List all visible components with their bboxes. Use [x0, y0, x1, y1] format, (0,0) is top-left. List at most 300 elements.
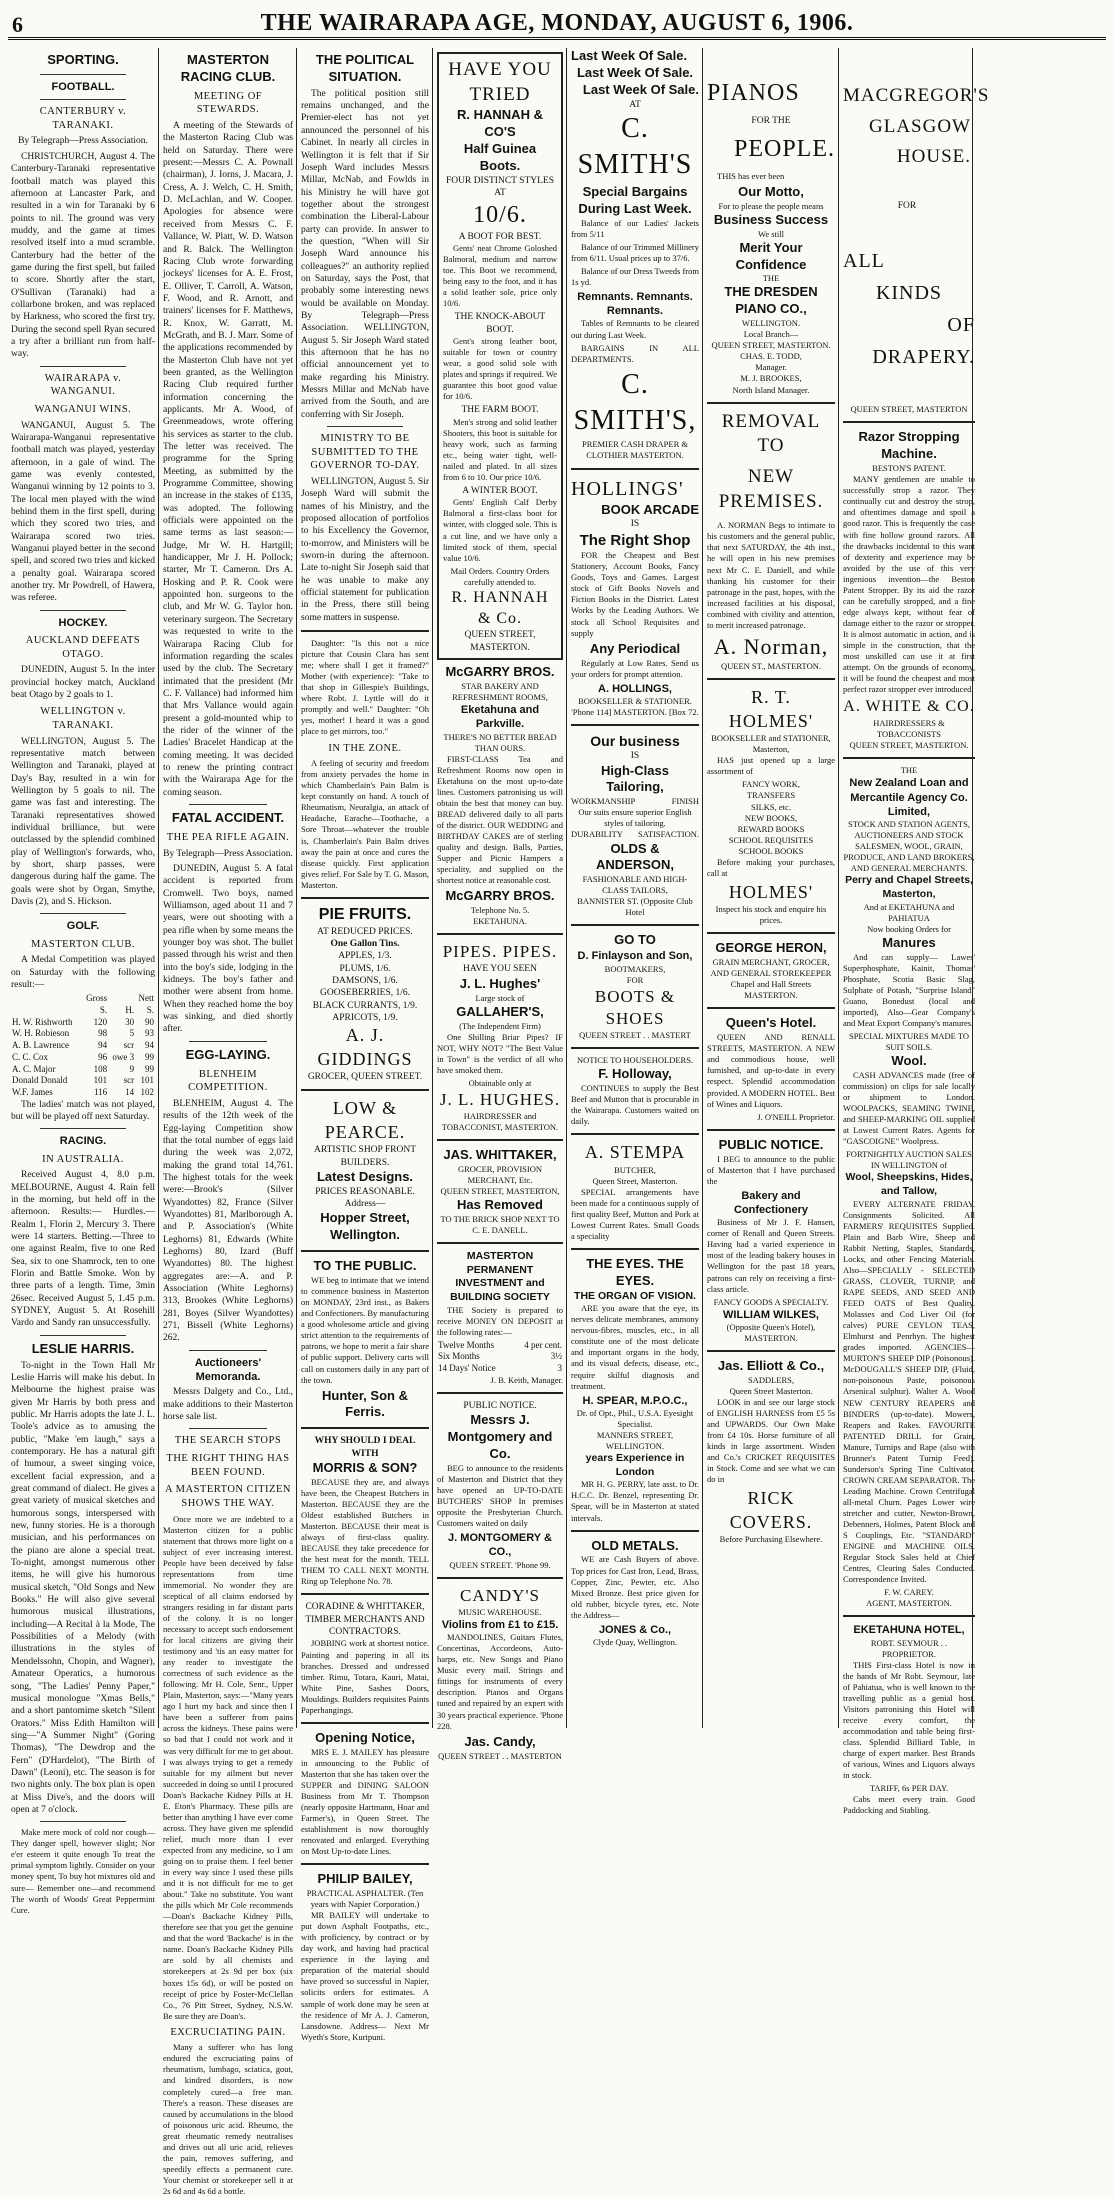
ad-item: APRICOTS, 1/9. [332, 1012, 398, 1023]
table-row [11, 1028, 155, 1040]
ad-title: J. MONTGOMERY & CO., [448, 1532, 552, 1559]
ad-text: QUEEN STREET . . MASTERT [579, 1029, 691, 1040]
headline: Auctioneers' Memoranda. [194, 1356, 262, 1383]
table-cell: 120 [93, 1016, 108, 1027]
ad-title: GEORGE HERON, [715, 940, 827, 956]
ad-text: SADDLERS, [747, 1374, 795, 1385]
column-rule [296, 48, 297, 1728]
ad-text: QUEEN STREET . . MASTERTON [438, 1750, 562, 1761]
ad-title: F. Holloway, [598, 1066, 672, 1082]
ad-text: THERE'S NO BETTER BREAD THAN OURS. [443, 731, 557, 753]
table-cell: Twelve Months [438, 1339, 495, 1350]
table-cell: 14 Days' Notice [438, 1363, 496, 1374]
table-row [11, 1017, 155, 1029]
table-cell: 116 [93, 1086, 108, 1097]
table-row [437, 1363, 563, 1375]
ad-title: C. SMITH'S [577, 113, 693, 181]
ad-text: Balance of our Trimmed Millinery from 6/11. Usual prices up to 37/6. [571, 241, 699, 263]
ad-item: TRANSFERS [746, 790, 796, 801]
ad-title: PHILIP BAILEY, [317, 1871, 413, 1887]
ad-text: One Shilling Briar Pipes? IF NOT, WHY NOT? "The Best Value in Town" is the verdict of all who have smoked them. [437, 1031, 563, 1075]
article-text: A Medal Competition was played on Saturday with the following result:— [11, 955, 155, 991]
ad-text: MANNERS STREET, WELLINGTON. [596, 1430, 674, 1452]
ad-label: SATISFACTION. [637, 829, 699, 840]
ad-title: A. Norman, [713, 633, 829, 659]
ad-text: THIS First-class Hotel is now in the hands of Mr Robt. Seymour, late of Pahiatua, who is well known to the travelling public as a genial host. Visitors patronising this Hotel will receive every comfort, the accommodation and table being first-class. Splendid Billiard Table, in charge of expert marker. Best Brands of various, Wines and Liquors always in stock. [843, 1659, 975, 1781]
table-cell: owe 3 [112, 1051, 135, 1062]
table-cell: Six Months [438, 1351, 480, 1362]
ad-text: QUEEN STREET, MASTERTON, [440, 1185, 560, 1196]
ad-text: GRAIN MERCHANT, GROCER, AND GENERAL STOREKEEPER Chapel and Hall Streets MASTERTON. [710, 957, 832, 1001]
ad-title: OLD METALS. [591, 1537, 679, 1553]
ad-text: FOR [897, 201, 917, 212]
ad-title: R. HANNAH & CO'S [457, 107, 543, 140]
ad-title: Bakery and Confectionery [734, 1189, 808, 1216]
ad-row [571, 829, 699, 840]
ad-title: Hunter, Son & Ferris. [322, 1387, 408, 1420]
headline: WELLINGTON v. TARANAKI. [40, 706, 126, 731]
ad-text: THE Society is prepared to receive MONEY ON DEPOSIT at the following rates:— [437, 1304, 563, 1337]
ad-block-drapery [843, 248, 975, 1816]
ad-title: GALLAHER'S, [456, 1003, 544, 1019]
ad-text: A BOOT FOR BEST. [458, 231, 542, 242]
ad-title: A. J. GIDDINGS [317, 1025, 413, 1069]
table-cell: 96 [98, 1051, 108, 1062]
ad-title: THE EYES. THE EYES. [586, 1255, 684, 1288]
ad-text: Before Purchasing Elsewhere. [719, 1534, 823, 1545]
ad-text: FOR [626, 974, 644, 985]
ad-text: PRACTICAL ASPHALTER. (Ten years with Napier Corporation.) [306, 1888, 424, 1910]
table-cell: 99 [145, 1051, 154, 1062]
advertisement-hannah [437, 52, 563, 660]
ad-price: 10/6. [473, 201, 527, 228]
ad-title: DRAPERY. [872, 346, 975, 369]
ad-text: BUTCHER, [614, 1164, 656, 1175]
article-text: Many a sufferer who has long endured the excruciating pains of rheumatism, lumbago, sciatica, gout, and kindred disorders, is now completely cured—a free man. There's a reason. These diseases are caused by accumulations in the blood of poisonous uric acid. Rheumo, the great rheumatic remedy neutralises and drives out all uric acid, relieves the pain, removes suffering, and speedily effects a permanent cure. Your chemist or storekeeper sell it at 2s 6d and 4s 6d a bottle. [163, 2042, 293, 2196]
ad-text: TARIFF, 6s PER DAY. [869, 1783, 949, 1794]
ad-text: IS [630, 519, 640, 530]
ad-text: Queen Street, Masterton. [592, 1175, 678, 1186]
ad-text: HAIRDRESSER and TOBACCONIST, MASTERTON. [441, 1110, 559, 1132]
ad-text: WELLINGTON. [741, 318, 801, 329]
table-row [11, 1075, 155, 1087]
sub-heading: FOOTBALL. [51, 80, 115, 93]
table-cell: 3½ [550, 1351, 562, 1362]
ad-title: KINDS [875, 282, 943, 305]
ad-text: Address— [344, 1199, 386, 1210]
ad-text: North Island Manager. [732, 384, 810, 395]
ad-row [571, 796, 699, 807]
ad-text: Latest Designs. [316, 1168, 414, 1184]
ad-title: D. Finlayson and Son, [577, 950, 693, 963]
table-cell: 101 [140, 1075, 154, 1086]
ad-text: ARE you aware that the eye, its nerves delicate membranes, ammony nervous-fibres, muscles, etc., in all constitute one of the most delicate and important organs in the body, and its visual defects, disease, etc., require skilful diagnosis and treatment. [571, 1303, 699, 1391]
ad-text: FASHIONABLE AND HIGH-CLASS TAILORS, [582, 874, 688, 896]
verse-text: Make mere mock of cold nor cough— They danger spell, however slight; Nor e'er esteem it quite enough To treat the primal symptom lightly. Consider on your money spent, To buy hot mixtures old and sure— Remember one—and recommend The worth of Woods' Great Peppermint Cure. [11, 1827, 155, 1915]
ad-text: M. J. BROOKES, [740, 373, 802, 384]
ad-title: Violins from £1 to £15. [441, 1618, 559, 1631]
table-row [437, 1351, 563, 1363]
ad-text: Regularly at Low Rates. Send us your orders for prompt attention. [571, 657, 699, 679]
ad-text: AT REDUCED PRICES. [317, 926, 413, 937]
ad-title: HOLLINGS' [571, 477, 684, 500]
ad-title: Merit Your Confidence [735, 239, 807, 272]
ad-title: Has Removed [457, 1197, 543, 1213]
table-row [11, 1087, 155, 1099]
ad-text: Hopper Street, Wellington. [320, 1210, 410, 1243]
ad-text: CASH ADVANCES made (free of commission) on clips for sale locally or shipment to London. WOOLPACKS, SEAMING TWINE, and SHEEP-MARKING OIL supplied at Lowest Current Rates. Agents for "GASCOIGNE" Woolpress. [843, 1069, 975, 1147]
ad-text: Masterton, [752, 744, 790, 755]
table-header [11, 993, 82, 1005]
ad-title: PIPES. PIPES. [442, 942, 558, 962]
ad-item: NEW BOOKS, [744, 812, 798, 823]
ad-title: New Zealand Loan and Mercantile Agency Co. Limited, [849, 777, 969, 818]
ad-text: QUEEN STREET, MASTERTON. [464, 630, 536, 653]
ad-text: SPECIAL MIXTURES MADE TO SUIT SOILS. [848, 1030, 970, 1053]
ad-column-inner [843, 48, 990, 242]
ad-title: A. WHITE & CO. [843, 698, 975, 716]
headline: LESLIE HARRIS. [31, 1340, 135, 1356]
ad-title: CANDY'S [460, 1585, 540, 1605]
ad-title: Special Bargains During Last Week. [578, 183, 692, 216]
table-cell: scr [123, 1040, 135, 1051]
column-politics-ads [298, 48, 432, 2042]
article-text: Received August 4, 8.0 p.m. MELBOURNE, August 4. Rain fell in the morning, but held off in the afternoon. Results:— Hurdles.—Realm 1, Florin 2, Mercury 3. There were 14 starters. Betting.—Three to one against Realm, five to one Red Sea, six to one Shamrock, ten to one Florin and Battle Smoke. Won by three parts of a length. Time, 3min 26sec. Received August 5, 1.45 p.m. SYDNEY, August 5. At Rosehill Vardo and Sandy ran unsuccessfully. [11, 1170, 155, 1329]
ad-item: GOOSEBERRIES, 1/6. [320, 988, 410, 999]
ad-text: I BEG to announce to the public of Masterton that I have purchased the [707, 1153, 835, 1186]
table-cell: W.F. James [12, 1086, 53, 1097]
ad-title: THE ORGAN OF VISION. [574, 1289, 696, 1302]
article-text: BLENHEIM, August 4. The results of the 12th week of the Egg-laying Competition show that the total number of eggs laid during the week was 2,072, making the grand total 14,761. The highest totals for the week were:—Brook's (Silver Wyandottes) 82, France (Silver Wyandottes) 81, Marlborough A. and P. Association's (White Leghorns) 81, Edwards (White Leghorns) 80, Izard (Buff Wyandottes) 80. The highest aggregates are:—A. and P. Association (White Leghorns) 313, Brookes (White Leghorns) 281, Boyes (Silver Wyandottes) 271, Bissell (White Leghorns) 262. [163, 1098, 293, 1344]
column-ads-6 [704, 48, 838, 1728]
ad-text: AGENT, MASTERTON. [866, 1598, 952, 1609]
ad-text: Men's strong and solid leather Shooters, this boot is suitable for heavy work, such as farming etc., being water tight, well-nailed and plated. In all sizes from 6 to 10. Our price 10/6. [443, 416, 557, 482]
section-heading: SPORTING. [47, 52, 119, 67]
ad-text: MANY gentlemen are unable to successfully strop a razor. They continually cut and destroy the strop, and oftentimes damage and spoil a good razor. This is frequently the case with fine hollow ground razors. All the drawbacks incidental to this want of dexterity and experience may be avoided by the use of this very ingenious invention—the Beston Patent Stropper. By its aid the razor can be carefully stropped, and a fine edge always kept, without fear of damage either to the razor or stropper. It is almost automatic in action, and is simple in the construction, that the most unskilled can use it at first attempt. On the grounds of economy, it will be found the cheapest and most perfect razor stropper ever introduced. [843, 474, 975, 695]
table-cell: 30 [125, 1016, 135, 1027]
rates-table [437, 1340, 563, 1375]
table-header: Nett [138, 993, 154, 1004]
ad-text: A. NORMAN Begs to intimate to his customers and the general public, that next SATURDAY, the 4th inst., he will open in his new premises next Mr C. E. Daniell, and while thanking his customer for their patronage in the past, hopes, with the increased facilities at his disposal, combined with civility and attention, to merit increased patronage. [707, 520, 835, 630]
ad-text: ARTISTIC SHOP FRONT BUILDERS. [313, 1145, 416, 1168]
ad-item: BLACK CURRANTS, 1/9. [312, 1000, 418, 1011]
ad-title: THE DRESDEN PIANO CO., [724, 284, 818, 317]
headline: THE SEARCH STOPS [174, 1435, 282, 1447]
table-cell: H. W. Rishworth [12, 1016, 73, 1027]
article-text: A meeting of the Stewards of the Masterton Racing Club was held on Saturday. There were present:—Messrs C. A. Pownall (chairman), J. Iorns, J. Macara, J. Cress, A. J. Welch, C. H. Smith, D. McLachlan, and W. Cooper. Apologies for absence were received from Messrs C. F. Vallance, W. Platt, W. D. Watson and R. Balck. The Wellington Racing Club wrote forwarding jockeys' licenses for A. E. Frost, E. Olliver, T. Carroll, A. Watson, F. Wood, and R. Arnott, and trainers' licenses for F. Matthews, R. Knox, W. Garratt, M. McGrath, and B. J. Marr. Some of the applications recommended by the Masterton Club have not yet been granted, as the Wellington Racing Club required further information concerning the applicants. Mr A. Wood, of Greenmeadows, wrote offering his services as starter to the club. The letter was received. The programme for the Spring Meeting, as submitted by the Programme Committee, showing an increase in the stakes of £135, was adopted. The following officials were appointed on the same terms as last season:—Judge, Mr W. H. Hartgill; handicapper, Mr J. H. Pollock; starter, Mr T. Cameron. Drs A. Hosking and P. R. Cook were appointed hon. surgeons to the club, and Mr W. G. Taylor hon. veterinary surgeon. The Secretary was requested to write to the Wairarapa Racing Club for information regarding the scales used by the club. The Secretary intimated that the president (Mr C. F. Vallance) had informed him that Mrs Vallance would again present a gold-mounted whip to the rider of the winner of the Ladies' Bracelet Handicap at the coming meeting. It was decided to renew the printing contract with the Wairarapa Age for the coming season. [163, 121, 293, 798]
ad-text: Eketahuna and Parkville. [460, 704, 540, 731]
ad-title: PEOPLE. [733, 135, 835, 162]
headline: EGG-LAYING. [185, 1046, 271, 1062]
ad-text: EKETAHUNA. [473, 916, 527, 927]
ad-text: PRICES REASONABLE. [315, 1186, 415, 1197]
ad-text: IS [630, 751, 640, 762]
article-text: Once more we are indebted to a Masterton citizen for a public statement that throws more light on a subject of ever increasing interest. People have been deceived by false representations from time immemorial. No wonder they are sceptical of all claims endorsed by strangers residing in far distant parts of the colony. It is no longer necessary to accept such endorsement for local citizens are giving their testimony and 'tis an easy matter for any reader to investigate the correctness of such evidence as the following. Mr H. Cole, Senr., Upper Plain, Masterton, says:—"Many years ago I hurt my back and since then I have been a sufferer from pains across the kidneys. These pains were so bad that I could not work and it was very difficult for me to get about. I was always trying to get a remedy suitable for my ailment but never succeeded in doing so until I procured Doan's Backache Kidney Pills at H. E. Eton's Pharmacy. These pills are better than anything I have ever come across. They have given me splendid relief, much more than I ever expected from any medicine, so I am going on to praise them. I feel better in every way since I used these pills and it is not difficult for me to get about." Take no substitute. You want the pills which Mr Cole recommends—Doan's Backache Kidney Pills, therefore see that you get the genuine and that the word 'Backache' is in the name. Doan's Backache Kidney Pills are sold by all chemists and storekeepers at 2s 9d per box (six boxes 15s 6d), or will be posted on receipt of price by Foster-McClellan Co., 76 Pitt Street, Sydney, N.S.W. Be sure they are Doan's. [163, 1513, 293, 2021]
ad-text: GROCER, PROVISION MERCHANT, Etc. [457, 1163, 543, 1185]
ad-title: Our business [590, 733, 680, 749]
column-rule [432, 48, 433, 1728]
article-text: WELLINGTON, August 5. The representative match between Wellington and Taranaki, played at Day's Bay, resulted in a win for Wellington by 5 goals to nil. The game was fast and interesting. The Taranaki representatives showed individual brilliance, but were outclassed by the splendid combined play of Wellington's forwards, who, by short, sharp passes, were dangerous during half the game. The goals were shot by Organ, Smythe, Davis (2), and S. Hickson. [11, 736, 155, 908]
article-text: WELLINGTON, August 5. Sir Joseph Ward will submit the names of his Ministry, and the proposed allocation of portfolios to his Excellency the Governor, to-morrow, and Ministers will be sworn-in during the afternoon. Late to-night Sir Joseph said that he was unable to make any official statement for publication in the Press, there still being some matters in suspense. [301, 476, 429, 623]
ad-text: Now booking Orders for [867, 923, 951, 934]
ad-title: Any Periodical [589, 640, 681, 656]
ad-text: CONTINUES to supply the Best Beef and Mutton that is procurable in the Wairarapa. Customers waited on daily. [571, 1082, 699, 1127]
table-row [11, 1040, 155, 1052]
sub-headline: MEETING OF STEWARDS. [193, 90, 263, 116]
ad-text: ROBT. SEYMOUR . . PROPRIETOR. [870, 1637, 948, 1659]
ad-text: FORTNIGHTLY AUCTION SALES IN WELLINGTON of [846, 1149, 972, 1171]
ad-title: Jas. Elliott & Co., [717, 1358, 825, 1374]
table-cell: H. [125, 1005, 135, 1016]
table-cell: C. C. Cox [12, 1051, 49, 1062]
ad-title: R. T. HOLMES' [728, 687, 814, 731]
ad-title: MASTERTON PERMANENT INVESTMENT and BUILDING SOCIETY [450, 1250, 550, 1303]
ad-text: BARGAINS IN ALL DEPARTMENTS. [571, 342, 699, 364]
ad-title: Last Week Of Sale. [576, 64, 694, 80]
ad-title: LOW & PEARCE. [324, 1098, 406, 1142]
ad-title: High-Class Tailoring, [601, 762, 669, 795]
column-ads-7 [840, 48, 1106, 1816]
ad-text: MR BAILEY will undertake to put down Asphalt Footpaths, etc., with proficiency, by contract or by day work, and having had practical experience in the laying and preparation of the material should have proved so successful in Napier, solicits orders for estimates. A sample of work done may be seen at the residence of Mr A. J. Cameron, Lansdowne. Address— Next Mr Wyeth's Store, Kuripuni. [301, 1910, 429, 2042]
table-cell: W. H. Robieson [12, 1028, 70, 1039]
table-cell: 108 [93, 1063, 108, 1074]
ad-title: Jas. Candy, [464, 1733, 536, 1749]
ad-row [843, 48, 1103, 242]
ad-title: OLDS & ANDERSON, [595, 840, 674, 873]
ad-item: APPLES, 1/3. [338, 951, 392, 962]
ad-text: WE are Cash Buyers of above. Top prices for Cast Iron, Lead, Brass, Copper, Zinc, Pewter, etc. Also Mixed Bronze. Best price given for old rubber, bicycle tyres, etc. Note the Address— [571, 1554, 699, 1620]
headline: EXCRUCIATING PAIN. [170, 2026, 286, 2038]
ad-item: PLUMS, 1/6. [339, 963, 391, 974]
ad-text: FOUR DISTINCT STYLES AT [445, 175, 555, 199]
ad-column-inner [975, 48, 1103, 242]
ad-text: LOOK in and see our large stock of ENGLISH HARNESS from £5 5s and UPWARDS. Our Own Make from £4 10s. Horse furniture of all kinds in large assortment. Wisden and Co.'s CRICKET REQUISITES in Stock. Come and see what we can do in [707, 1397, 835, 1485]
ad-text: Gents' neat Chrome Goloshed Balmoral, medium and narrow toe. This Boot we recommend, being easy to the foot, and it has a solid leather sole, price only 10/6. [443, 243, 557, 309]
ad-title: Wool. [891, 1053, 927, 1069]
ad-title: REMOVAL TO [721, 410, 821, 457]
ad-text: Gents' English Calf Derby Balmoral a first-class boot for winter, with clogged sole. This is a cut line, and we have only a limited stock of them, special value 10/6. [443, 497, 557, 563]
ad-text: For to please the people means [718, 200, 824, 211]
ad-text: MUSIC WAREHOUSE. [458, 1606, 542, 1617]
ad-text: WE beg to intimate that we intend to commence business in Masterton on MONDAY, 23rd inst., as Bakers and Confectioners. By manufacturing a good wholesome article and giving strict attention to the requirements of patrons, we hope to merit a fair share of public support. Delivery carts will call on customers daily in any part of the town. [301, 1275, 429, 1385]
ad-title: Wool, Sheepskins, Hides, and Tallow, [845, 1171, 973, 1198]
ad-text: THE [900, 765, 918, 776]
column-rule [702, 48, 703, 1728]
ad-text: Tables of Remnants to be cleared out during Last Week. [571, 318, 699, 340]
ad-title: J. L. Hughes' [459, 975, 541, 991]
ad-label: DURABILITY [571, 829, 623, 840]
column-sporting [8, 48, 158, 1915]
table-cell: S. [146, 1005, 154, 1016]
ad-text: Before making your purchases, call at [707, 856, 835, 878]
ad-text: THE KNOCK-ABOUT BOOT. [454, 312, 546, 335]
ad-text: HAVE YOU SEEN [463, 964, 537, 975]
table-header: Gross [86, 993, 108, 1004]
column-rule [566, 48, 567, 1728]
table-cell: 9 [129, 1063, 135, 1074]
column-ads-4 [434, 48, 566, 1761]
table-cell: 4 per cent. [524, 1339, 562, 1350]
ad-title: BOOTS & SHOES [594, 986, 676, 1028]
ad-text: BOOTMAKERS, [604, 963, 666, 974]
headline: FATAL ACCIDENT. [171, 809, 285, 825]
ad-title: Half Guinea Boots. [463, 141, 537, 174]
ad-title: NEW PREMISES. [718, 465, 824, 512]
ad-text: AT [629, 99, 641, 110]
table-cell: 93 [145, 1028, 154, 1039]
ad-title: A. STEMPA [584, 1142, 686, 1163]
ad-title: Queen's Hotel. [725, 1015, 817, 1031]
table-cell [11, 1005, 82, 1017]
table-cell: 5 [129, 1028, 135, 1039]
headline: CANTERBURY v. TARANAKI. [39, 106, 127, 131]
dateline: By Telegraph—Press Association. [163, 848, 293, 859]
table-cell: 90 [145, 1016, 154, 1027]
ad-title: C. SMITH'S, [573, 368, 697, 437]
article-text: The political position still remains unchanged, and the Premier-elect has not yet announced the personnel of his Cabinet. In nearly all circles in Wellington it is felt that if Sir Joseph Ward includes Messrs Millar, McNab, and Fowlds in his Ministry he will have got together about the strongest combination the Liberal-Labour party can provide. In answer to the question, "When will Sir Joseph Ward announce his colleagues?" an authority replied on Saturday, says the Post, that probably some interesting news would be available on Monday. By Telegraph—Press Association. WELLINGTON, August 5. Sir Joseph Ward stated this afternoon that he has no official announcement yet to make regarding his Ministry. Messrs Millar and McNab have arrived from the South, and are conferring with Sir Joseph. [301, 88, 429, 420]
ad-title: R. HANNAH & Co. [451, 588, 549, 627]
page-number: 6 [12, 12, 23, 37]
ad-text: Local Branch— [743, 329, 799, 340]
ad-text: F. W. CAREY. [884, 1587, 934, 1598]
ad-text: Clyde Quay, Wellington. [592, 1637, 678, 1648]
ad-title: A. HOLLINGS, [598, 682, 672, 695]
table-row [437, 1340, 563, 1352]
ad-text: BECAUSE they are, and always have been, the Cheapest Butchers in Masterton. BECAUSE they are the Oldest established Butchers in Masterton. BECAUSE their meat is always of first-class quality. BECAUSE they take precedence for the best meat for the month. TELL THEM TO CALL NEXT MONTH. Ring up Telephone No. 78. [301, 1476, 429, 1587]
ad-text: Inspect his stock and enquire his prices. [715, 904, 827, 926]
ad-text: J. O'NEILL Proprietor. [757, 1111, 835, 1122]
ad-title: WILLIAM WILKES, [723, 1308, 819, 1321]
ad-text: WHY SHOULD I DEAL WITH [314, 1436, 416, 1459]
masthead [8, 10, 1106, 40]
article-text: DUNEDIN, August 5. In the inter provincial hockey match, Auckland beat Otago by 2 goals to 1. [11, 665, 155, 700]
ad-title: Opening Notice, [315, 1729, 415, 1745]
ad-text: CHAS. E. TODD, [740, 351, 802, 362]
ad-text: Large stock of [475, 992, 525, 1003]
article-text: WANGANUI, August 5. The Wairarapa-Wanganui representative football match was played, yesterday afternoon, in a gale of wind. The game was evenly contested, Wanganui winning by 12 points to 3. The local men played with the wind behind them in the first spell, during which they scored two tries, and Wairarapa scored two tries. Wanganui played better in the second spell, and scored two tries and kicked a penalty goal. Wairarapa scored another try. Mr Powdrell, of Hawera, was referee. [11, 420, 155, 604]
ad-text: We still [758, 228, 784, 239]
masthead-title: THE WAIRARAPA AGE, MONDAY, AUGUST 6, 1906. [260, 10, 854, 36]
ad-text: Manager. [755, 362, 787, 373]
ad-item: REWARD BOOKS [737, 823, 805, 834]
ad-label: WORKMANSHIP [571, 796, 636, 807]
ad-title: Messrs J. Montgomery and Co. [447, 1412, 553, 1461]
article-text: The ladies' match was not played, but will be played off next Saturday. [11, 1099, 155, 1122]
ad-title: Business Success [713, 211, 829, 227]
headline: THE RIGHT THING HAS BEEN FOUND. [166, 1452, 290, 1478]
ad-title: Razor Stropping Machine. [858, 429, 960, 462]
ad-text: J. B. Keith, Manager. [490, 1374, 563, 1385]
ad-text: EVERY ALTERNATE FRIDAY. Consignments Solicited. All FARMERS' REQUISITES Supplied. Plain and Barb Wire, Sheep and Rabbit Netting, Staples, Standards, Locks, and other Fencing Materials. Also—SPECIALLY - SELECTED GRASS, CLOVER, TURNIP, and RAPE SEEDS, AND SEED AND FEED OATS of Best Quality. Molasses and Cod Liver Oil (for calves) PURE CEYLON TEAS, Elmhurst and Penrhyn. The highest grades imported. AGENCIES— MURTON'S SHEEP DIP (Poisonous). McDOUGALL'S SHEEP DIP, (Fluid, non-poisonous Paste, poisonous Arsenical sulphur). Walter A. Wood NEW CENTURY REAPERS and BINDERS (up-to-date). Mowers, Reapers and Rakes. FAVOURITE PATENTED DRILL for Grain, Manure, Turnips and Rape (also with Brunner's Patent Turnip Feed). Sunderson's Spring Tine Cultivator. CROWN CREAM SEPARATOR. The Leading Machine. Crown Centrifugal all-metal Churn. Pages Lower wire stretcher and cutter, Newton-Brown, Debenners, Holmes, Patent Block and S Couplings, Etc. "STANDARD" ENGINE and MACHINE OILS. Regular Stock Sales held at Chief Centres, Clearing Sales Conducted. Correspondence Invited. [843, 1198, 975, 1585]
ad-text: Our suits ensure superior English styles of tailoring. [578, 807, 692, 829]
ad-text: TO THE BRICK SHOP NEXT TO C. E. DANELL. [440, 1213, 560, 1235]
ad-text: BESTON'S PATENT. [872, 463, 946, 474]
ad-title: CORADINE & WHITTAKER, TIMBER MERCHANTS AND CONTRACTORS. [305, 1602, 425, 1638]
headline: IN THE ZONE. [328, 742, 402, 754]
headline: THE POLITICAL SITUATION. [315, 52, 415, 84]
ad-text: THE FARM BOOT. [461, 405, 539, 416]
ad-text: HAIRDRESSERS & TOBACCONISTS [873, 718, 945, 740]
table-cell: S. [99, 1005, 108, 1016]
ad-text: HAS just opened up a large assortment of [707, 755, 835, 777]
ad-item: SILKS, etc. [751, 801, 791, 812]
table-cell: A. B. Lawrence [12, 1040, 69, 1051]
ad-text: SPECIAL arrangements have been made for a continuous supply of first quality Beef, Mutton and Pork at Lowest Current Rates. Small Goods a speciality [571, 1186, 699, 1241]
headline: IN AUSTRALIA. [42, 1153, 124, 1165]
ad-item: SCHOOL BOOKS [738, 845, 804, 856]
ad-title: OF [947, 314, 975, 337]
ad-text: Obtainable only at [468, 1077, 532, 1088]
ad-title: BOOK ARCADE [601, 501, 699, 517]
ad-text: MR H. G. PERRY, late asst. to Dr. H.C.C. Dr. Benzel, representing Dr. Spear, will be in Masterton at stated intervals. [571, 1479, 699, 1523]
ad-text: PREMIER CASH DRAPER & CLOTHIER MASTERTON. [581, 439, 689, 461]
ad-title: McGARRY BROS. [445, 888, 555, 904]
ad-title: Perry and Chapel Streets, Masterton, [845, 874, 973, 900]
ad-title: Manures [882, 934, 936, 950]
ad-text: Business of Mr J. F. Hansen, corner of Renall and Queen Streets. Having had a varied experience in most of the leading bakery houses in Wellington for the past 18 years, patrons can rely on receiving a first-class article. [707, 1217, 835, 1294]
ad-title: Last Week Of Sale. [571, 48, 688, 63]
table-cell: 94 [98, 1040, 108, 1051]
ad-title: TO THE PUBLIC. [313, 1258, 417, 1274]
table-cell: 99 [145, 1063, 154, 1074]
sub-headline: THE PEA RIFLE AGAIN. [166, 831, 290, 843]
table-row [11, 1064, 155, 1076]
ad-title: Remnants. Remnants. Remnants. [577, 290, 693, 318]
ad-title: MACGREGOR'S [843, 85, 990, 106]
ad-text: Balance of our Ladies' Jackets from 5/11 [571, 217, 699, 239]
ad-title: H. SPEAR, M.P.O.C., [582, 1394, 688, 1407]
table-cell: 102 [140, 1086, 154, 1097]
ad-title: Our Motto, [738, 183, 804, 199]
ad-title: J. L. HUGHES. [439, 1089, 561, 1109]
column-rule [158, 48, 159, 1728]
ad-label: FINISH [671, 796, 699, 807]
article-text: To-night in the Town Hall Mr Leslie Harris will make his debut. In Melbourne the highest praise was given Mr Harris by both press and public. Mr Harris adopts the late J. L. Toole's advice as to amusing the public, "Make 'em laugh," says a contemporary. He has a natural gift of humour, a sweet singing voice, excellent facial expression, and a great command of dialect. He gives a great variety of musical sketches and humorous songs, interspersed with new, funny stories. He is a thorough musician, and his performances on the piano are alone a special treat. To-night, amongst numerous other items, he will give his humorous musical sketch, "Old Songs and New Books." He will also give several humorous musical illustrations, including—A Recital à la Mode, The Possibilities of a Melody (with illustrations in the styles of Mendelssohn, Chopin, and Wagner), Amateur Operatics, a humorous song, "The Ladies' Penny Paper," musical monologue "Xmas Bells," and a short pantomime sketch "Silent Orators." Miss Edith Hamilton will sing—"A Summer Night" (Goring Thomas), "The Dewdrop and the Fern" (D'Hardelot), "The Birth of Dawn" (Leoni), etc. The season is for two nights only. The box plan is open at Miss Dive's, and the doors will open at 7 o'clock. [11, 1360, 155, 1815]
headline: A MASTERTON CITIZEN SHOWS THE WAY. [165, 1484, 291, 1509]
sub-heading: HOCKEY. [58, 616, 108, 629]
ad-title: PIANOS [707, 80, 800, 106]
table-cell: 14 [125, 1086, 135, 1097]
ad-title: Last Week Of Sale. [582, 81, 699, 97]
headline: AUCKLAND DEFEATS OTAGO. [25, 635, 141, 660]
ad-text: FIRST-CLASS Tea and Refreshment Rooms now open in Eketahuna on the most up-to-date lines. Customers patronising us will obtain the best that money can buy. BREAD delivered daily to all parts of the district. OUR WEDDING and BIRTHDAY CAKES are of sterling quality and design. Balls, Parties, Supper and Picnic Hampers a speciality, and supplied on the shortest notice at reasonable cost. [437, 753, 563, 886]
ad-text: JOBBING work at shortest notice. Painting and papering in all its branches. Dressed and undressed timber. Rimu, Totara, Kauri, Matai, White Pine, Sashes Doors, Mouldings. Builders requisites Paints Paperhangings. [301, 1638, 429, 1715]
ad-text: BOOKSELLER and STATIONER, [711, 733, 831, 744]
ad-text: BOOKSELLER & STATIONER. 'Phone 114] MASTERTON. [Box 72. [571, 695, 699, 717]
golf-scores-table [11, 993, 155, 1098]
ad-title: JAS. WHITTAKER, [443, 1146, 557, 1162]
dateline: By Telegraph—Press Association. [18, 136, 148, 147]
table-cell: 98 [98, 1028, 108, 1039]
ad-text: FANCY GOODS A SPECIALTY. [713, 1296, 829, 1307]
table-cell: A. C. Major [12, 1063, 56, 1074]
ad-title: JONES & Co., [598, 1623, 672, 1636]
ad-text: And at EKETAHUNA and PAHIATUA [863, 901, 955, 923]
ad-title: GO TO [614, 932, 656, 948]
ad-item: SCHOOL REQUISITES [728, 834, 814, 845]
ad-text: QUEEN ST., MASTERTON. [721, 661, 821, 672]
ad-text: Mail Orders. Country Orders carefully attended to. [450, 565, 550, 587]
ad-title: The Right Shop [579, 531, 691, 549]
ad-title: years Experience in London [585, 1452, 685, 1478]
ad-text: BANNISTER ST. (Opposite Club Hotel [577, 896, 693, 918]
ad-item: DAMSONS, 1/6. [332, 975, 398, 986]
ad-text: FOR THE [751, 116, 791, 127]
headline: WAIRARAPA v. WANGANUI. [44, 372, 122, 398]
ad-text: QUEEN AND RENALL STREETS, MASTERTON. A NEW and commodious house, well furnished, and up-to-date in every respect. Splendid accommodation provided. A MODERN HOTEL. Best of Wines and Liquors. [707, 1032, 835, 1109]
ad-text: QUEEN STREET, MASTERTON. [711, 340, 831, 351]
ad-text: QUEEN STREET, MASTERTON [850, 404, 968, 415]
